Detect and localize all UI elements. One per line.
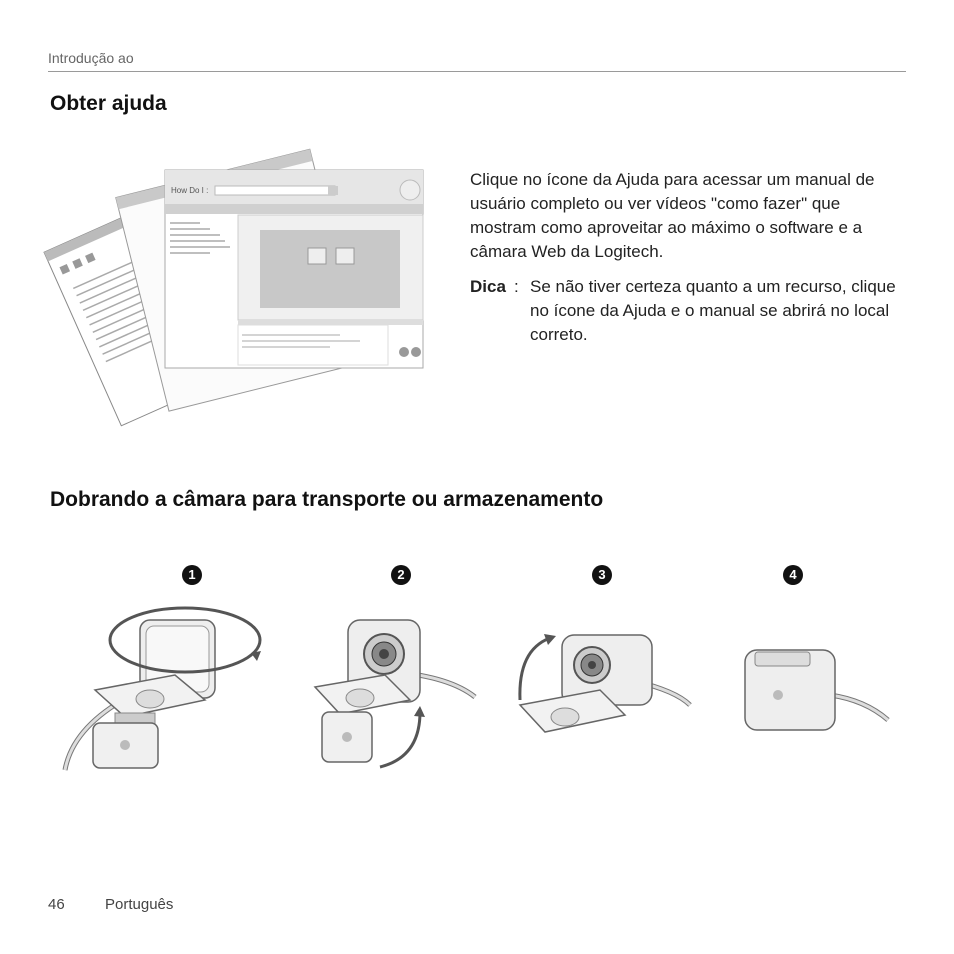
help-tip — [470, 275, 910, 347]
help-main-window — [165, 170, 423, 368]
fold-heading: Dobrando a câmara para transporte ou armazenamento — [50, 488, 604, 511]
tip-label: Dica — [470, 277, 506, 296]
step-1-illustration — [55, 595, 275, 775]
running-header: Introdução ao — [48, 50, 134, 66]
tip-text: Se não tiver certeza quanto a um recurso, clique no ícone da Ajuda e o manual se abrirá no local correto. — [530, 277, 896, 344]
step-4-number: 4 — [783, 565, 803, 585]
page-number: 46 — [48, 896, 65, 913]
header-rule — [48, 71, 906, 72]
step-2-illustration — [300, 612, 490, 782]
help-software-illustration — [60, 145, 430, 415]
help-description: Clique no ícone da Ajuda para acessar um manual de usuário completo ou ver vídeos "como fazer" que mostram como aproveitar ao máximo o software e a câmara Web da Logitech. — [470, 170, 875, 261]
tip-colon: : — [514, 277, 519, 296]
step-2-number: 2 — [391, 565, 411, 585]
footer-language: Português — [105, 896, 174, 913]
step-1-number: 1 — [182, 565, 202, 585]
step-4-illustration — [740, 640, 890, 740]
help-heading: Obter ajuda — [50, 92, 167, 115]
how-do-i-label: How Do I : — [171, 186, 209, 195]
step-3-number: 3 — [592, 565, 612, 585]
step-3-illustration — [510, 620, 700, 750]
